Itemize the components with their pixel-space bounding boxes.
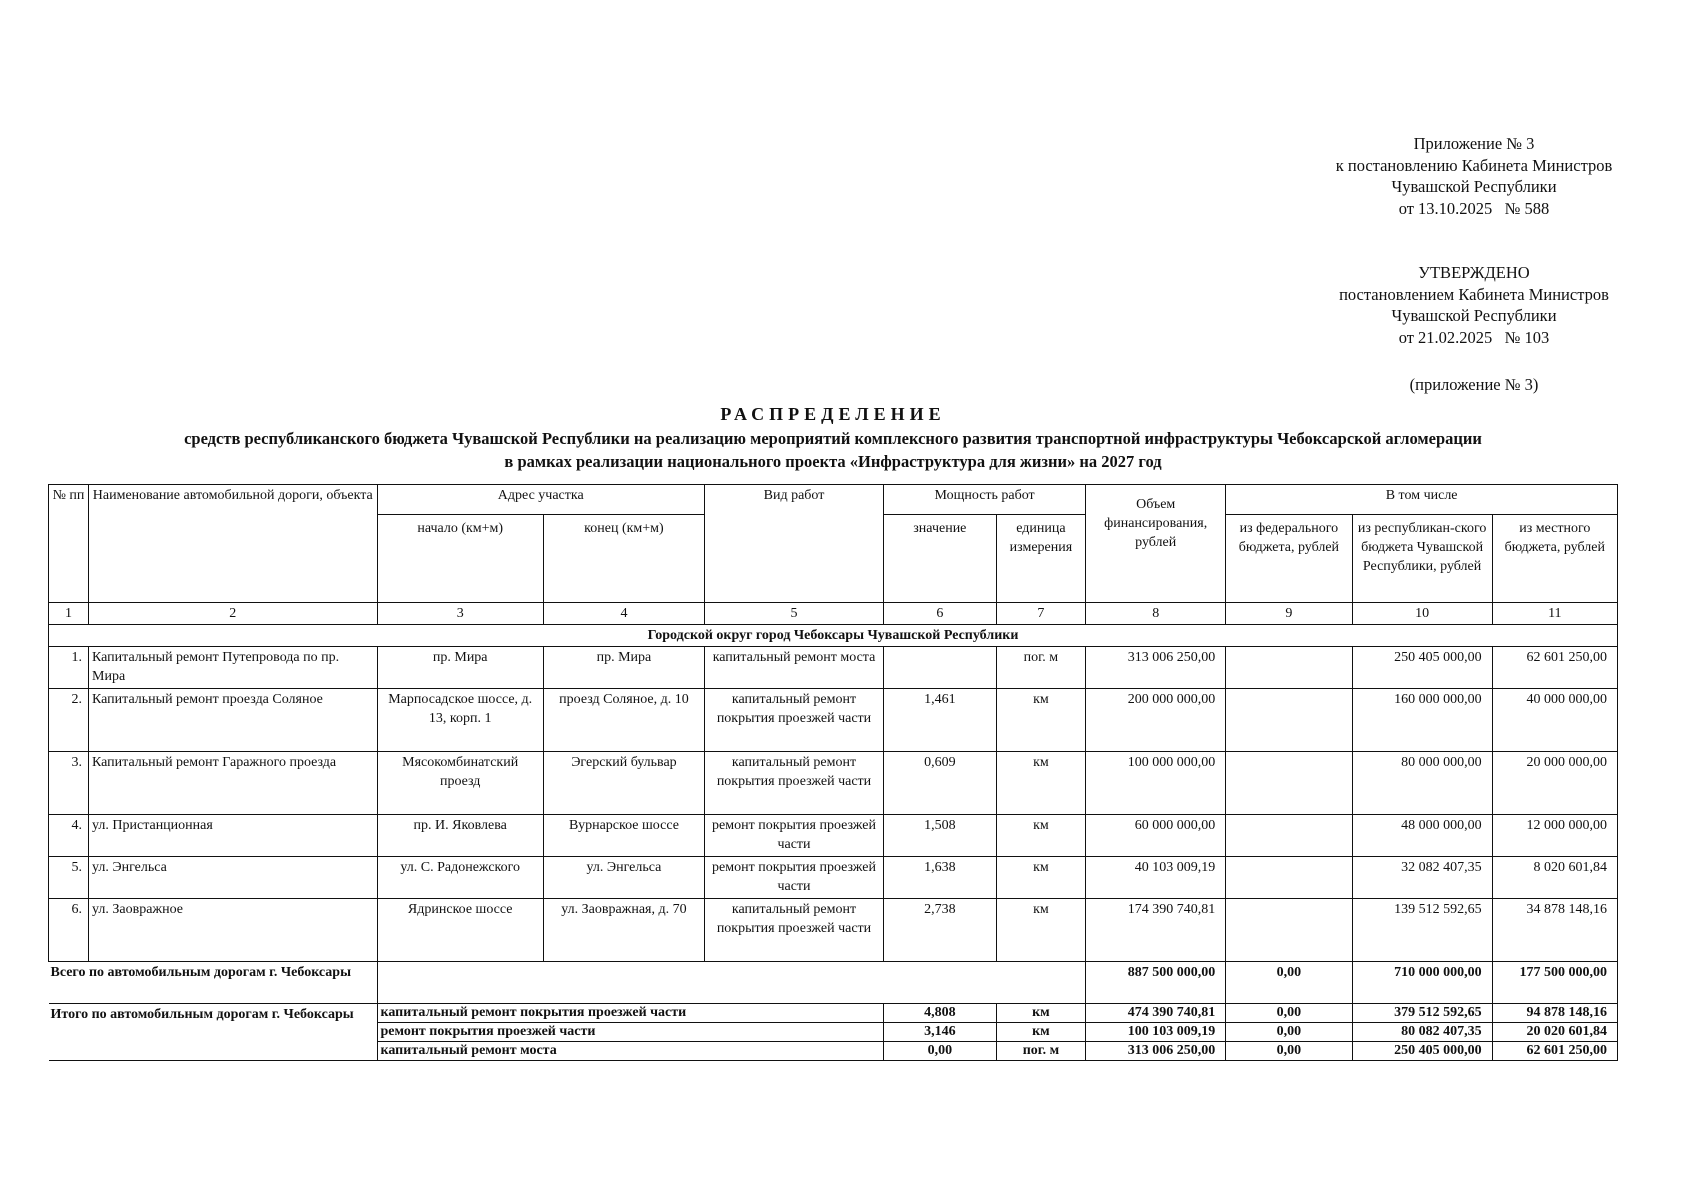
subtotal-work: капитальный ремонт покрытия проезжей части	[377, 1004, 883, 1023]
republic: 139 512 592,65	[1352, 899, 1492, 962]
republic: 32 082 407,35	[1352, 857, 1492, 899]
volume: 313 006 250,00	[1086, 647, 1226, 689]
row-num: 4.	[49, 815, 89, 857]
end-address: ул. Энгельса	[543, 857, 704, 899]
end-address: пр. Мира	[543, 647, 704, 689]
document-subtitle-2: в рамках реализации национального проекта «Инфраструктура для жизни» на 2027 год	[504, 452, 1162, 471]
republic: 80 000 000,00	[1352, 752, 1492, 815]
start-address: пр. И. Яковлева	[377, 815, 543, 857]
subtotal-volume: 313 006 250,00	[1086, 1042, 1226, 1061]
subtotal-volume: 100 103 009,19	[1086, 1023, 1226, 1042]
subtotal-value: 3,146	[884, 1023, 997, 1042]
end-address: проезд Соляное, д. 10	[543, 689, 704, 752]
federal	[1226, 899, 1352, 962]
approved-line-3: Чувашской Республики	[1391, 306, 1557, 325]
subtotal-federal: 0,00	[1226, 1042, 1352, 1061]
header-value: значение	[884, 515, 997, 603]
local: 40 000 000,00	[1492, 689, 1617, 752]
subtotal-work: ремонт покрытия проезжей части	[377, 1023, 883, 1042]
col-num: 5	[705, 603, 884, 625]
subtotal-work: капитальный ремонт моста	[377, 1042, 883, 1061]
subtotal-row	[49, 1004, 1618, 1023]
capacity-unit: км	[996, 857, 1086, 899]
col-num: 2	[89, 603, 378, 625]
col-num: 6	[884, 603, 997, 625]
appendix-line-3: Чувашской Республики	[1391, 177, 1557, 196]
table-row	[49, 815, 1618, 857]
road-name: ул. Пристанционная	[89, 815, 378, 857]
col-num: 11	[1492, 603, 1617, 625]
republic: 160 000 000,00	[1352, 689, 1492, 752]
republic: 250 405 000,00	[1352, 647, 1492, 689]
approved-line-2: постановлением Кабинета Министров	[1339, 284, 1609, 304]
subtotal-federal: 0,00	[1226, 1004, 1352, 1023]
header-including: В том числе	[1226, 485, 1618, 515]
total-republic: 710 000 000,00	[1352, 962, 1492, 1004]
local: 20 000 000,00	[1492, 752, 1617, 815]
volume: 40 103 009,19	[1086, 857, 1226, 899]
road-name: Капитальный ремонт проезда Соляное	[89, 689, 378, 752]
volume: 174 390 740,81	[1086, 899, 1226, 962]
header-volume: Объем финансирования, рублей	[1086, 485, 1226, 603]
capacity-unit: км	[996, 899, 1086, 962]
work-type: капитальный ремонт покрытия проезжей части	[705, 689, 884, 752]
end-address: Эгерский бульвар	[543, 752, 704, 815]
header-republic: из республикан-ского бюджета Чувашской Республики, рублей	[1352, 515, 1492, 603]
capacity-value: 1,638	[884, 857, 997, 899]
work-type: ремонт покрытия проезжей части	[705, 857, 884, 899]
start-address: Марпосадское шоссе, д. 13, корп. 1	[377, 689, 543, 752]
subtotal-local: 62 601 250,00	[1492, 1042, 1617, 1061]
capacity-unit: пог. м	[996, 647, 1086, 689]
total-local: 177 500 000,00	[1492, 962, 1617, 1004]
total-federal: 0,00	[1226, 962, 1352, 1004]
approved-block	[1274, 262, 1674, 348]
col-num: 8	[1086, 603, 1226, 625]
header-capacity: Мощность работ	[884, 485, 1086, 515]
volume: 60 000 000,00	[1086, 815, 1226, 857]
total-label: Всего по автомобильным дорогам г. Чебоксары	[49, 962, 378, 1004]
subtotal-local: 20 020 601,84	[1492, 1023, 1617, 1042]
header-local: из местного бюджета, рублей	[1492, 515, 1617, 603]
capacity-unit: км	[996, 815, 1086, 857]
approved-line-1: УТВЕРЖДЕНО	[1418, 263, 1530, 282]
row-num: 1.	[49, 647, 89, 689]
row-num: 2.	[49, 689, 89, 752]
road-name: Капитальный ремонт Путепровода по пр. Мира	[89, 647, 378, 689]
republic: 48 000 000,00	[1352, 815, 1492, 857]
column-numbers-row	[49, 603, 1618, 625]
total-row	[49, 962, 1618, 1004]
federal	[1226, 815, 1352, 857]
capacity-value: 1,508	[884, 815, 997, 857]
subtotal-unit: пог. м	[996, 1042, 1086, 1061]
subtotal-republic: 250 405 000,00	[1352, 1042, 1492, 1061]
col-num: 4	[543, 603, 704, 625]
header-name: Наименование автомобильной дороги, объекта	[89, 485, 378, 603]
document-subtitle-1: средств республиканского бюджета Чувашской Республики на реализацию мероприятий комплексного развития транспортной инфраструктуры Чебоксарской агломерации	[184, 429, 1482, 448]
total-volume: 887 500 000,00	[1086, 962, 1226, 1004]
subtotal-republic: 80 082 407,35	[1352, 1023, 1492, 1042]
capacity-value	[884, 647, 997, 689]
row-num: 5.	[49, 857, 89, 899]
section-title: Городской округ город Чебоксары Чувашской Республики	[49, 625, 1618, 647]
work-type: капитальный ремонт покрытия проезжей части	[705, 752, 884, 815]
subtotal-label: Итого по автомобильным дорогам г. Чебоксары	[49, 1004, 378, 1061]
header-federal: из федерального бюджета, рублей	[1226, 515, 1352, 603]
work-type: капитальный ремонт покрытия проезжей части	[705, 899, 884, 962]
subtotal-unit: км	[996, 1004, 1086, 1023]
end-address: Вурнарское шоссе	[543, 815, 704, 857]
approved-appendix-note: (приложение № 3)	[1409, 375, 1539, 394]
road-name: Капитальный ремонт Гаражного проезда	[89, 752, 378, 815]
appendix-block	[1274, 133, 1674, 219]
road-name: ул. Заовражное	[89, 899, 378, 962]
capacity-unit: км	[996, 752, 1086, 815]
work-type: ремонт покрытия проезжей части	[705, 815, 884, 857]
total-blank	[377, 962, 1086, 1004]
capacity-value: 2,738	[884, 899, 997, 962]
header-end: конец (км+м)	[543, 515, 704, 603]
capacity-unit: км	[996, 689, 1086, 752]
col-num: 7	[996, 603, 1086, 625]
capacity-value: 1,461	[884, 689, 997, 752]
federal	[1226, 752, 1352, 815]
subtotal-unit: км	[996, 1023, 1086, 1042]
appendix-line-2: к постановлению Кабинета Министров	[1335, 155, 1613, 175]
header-work-type: Вид работ	[705, 485, 884, 603]
subtotal-value: 0,00	[884, 1042, 997, 1061]
col-num: 9	[1226, 603, 1352, 625]
row-num: 6.	[49, 899, 89, 962]
header-unit: единица измерения	[996, 515, 1086, 603]
subtotal-volume: 474 390 740,81	[1086, 1004, 1226, 1023]
table-row	[49, 752, 1618, 815]
table-row	[49, 647, 1618, 689]
distribution-table	[48, 484, 1618, 1061]
col-num: 1	[49, 603, 89, 625]
subtotal-value: 4,808	[884, 1004, 997, 1023]
approved-line-4: от 21.02.2025 № 103	[1398, 327, 1550, 347]
subtotal-federal: 0,00	[1226, 1023, 1352, 1042]
local: 12 000 000,00	[1492, 815, 1617, 857]
start-address: пр. Мира	[377, 647, 543, 689]
appendix-line-1: Приложение № 3	[1413, 134, 1535, 153]
col-num: 3	[377, 603, 543, 625]
col-num: 10	[1352, 603, 1492, 625]
start-address: Ядринское шоссе	[377, 899, 543, 962]
work-type: капитальный ремонт моста	[705, 647, 884, 689]
table-row	[49, 857, 1618, 899]
table-row	[49, 689, 1618, 752]
capacity-value: 0,609	[884, 752, 997, 815]
start-address: Мясокомбинатский проезд	[377, 752, 543, 815]
start-address: ул. С. Радонежского	[377, 857, 543, 899]
end-address: ул. Заовражная, д. 70	[543, 899, 704, 962]
table-row	[49, 899, 1618, 962]
federal	[1226, 689, 1352, 752]
document-title: РАСПРЕДЕЛЕНИЕ	[720, 404, 946, 424]
header-address: Адрес участка	[377, 485, 704, 515]
volume: 100 000 000,00	[1086, 752, 1226, 815]
volume: 200 000 000,00	[1086, 689, 1226, 752]
row-num: 3.	[49, 752, 89, 815]
header-start: начало (км+м)	[377, 515, 543, 603]
local: 8 020 601,84	[1492, 857, 1617, 899]
subtotal-republic: 379 512 592,65	[1352, 1004, 1492, 1023]
header-num: № пп	[49, 485, 89, 603]
road-name: ул. Энгельса	[89, 857, 378, 899]
subtotal-local: 94 878 148,16	[1492, 1004, 1617, 1023]
local: 62 601 250,00	[1492, 647, 1617, 689]
federal	[1226, 647, 1352, 689]
local: 34 878 148,16	[1492, 899, 1617, 962]
appendix-line-4: от 13.10.2025 № 588	[1398, 198, 1550, 218]
federal	[1226, 857, 1352, 899]
